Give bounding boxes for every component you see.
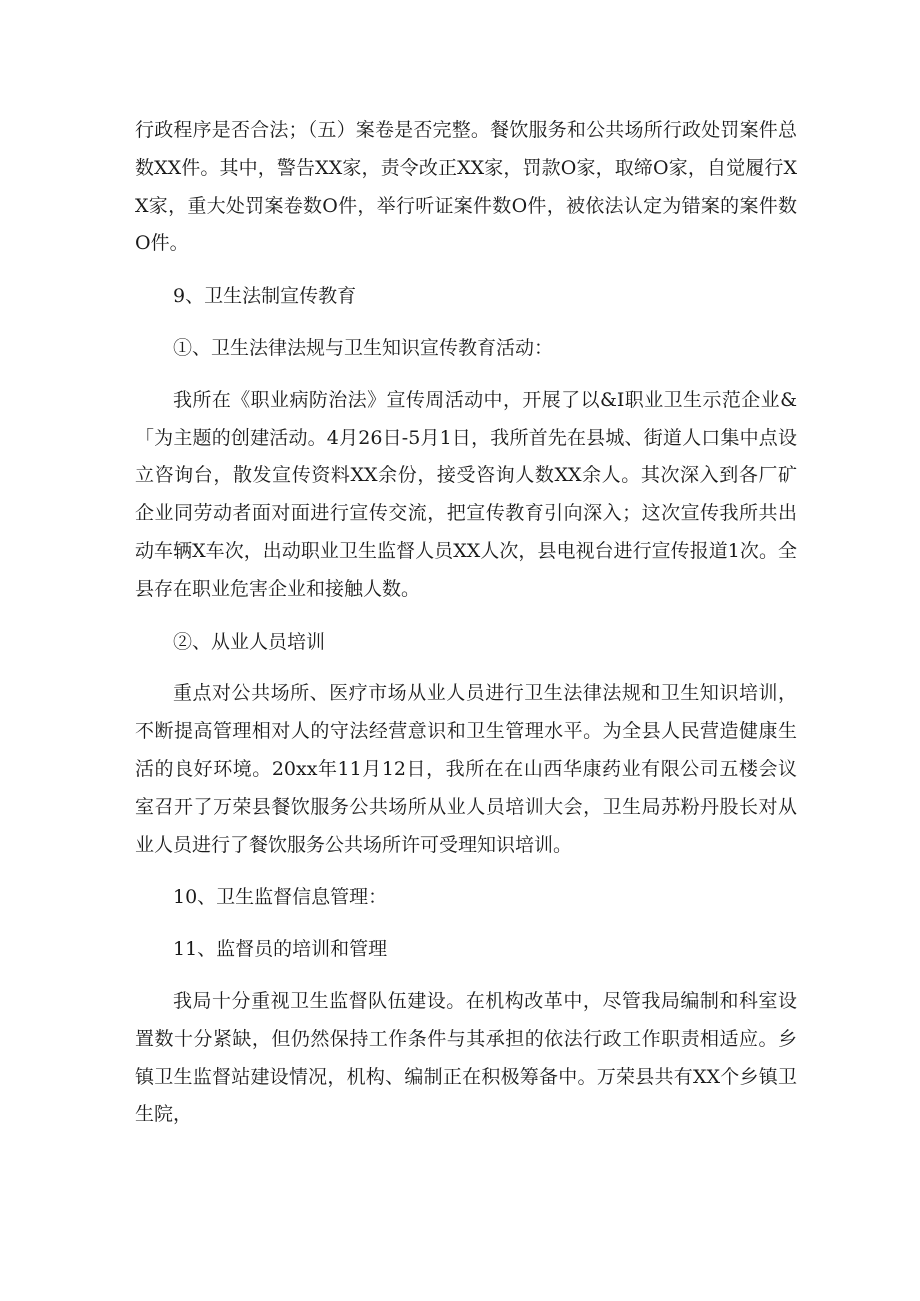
heading-info-management: 10、卫生监督信息管理： [173,886,388,909]
heading-supervisor-training: 11、监督员的培训和管理 [173,938,388,961]
subheading-publicity-activities: ①、卫生法律法规与卫生知识宣传教育活动： [173,336,554,359]
paragraph-occupational-disease-week: 我所在《职业病防治法》宣传周活动中，开展了以&I职业卫生示范企业&「为主题的创建活动。4月26日-5月1日，我所首先在县城、街道人口集中点设立咨询台，散发宣传资料XX余份，接受咨询人数XX余人。其次深入到各厂矿企业同劳动者面对面进行宣传交流，把宣传教育引向深入；这次宣传我所共出动车辆X车次，出动职业卫生监督人员XX人次，县电视台进行宣传报道1次。全县存在职业危害企业和接触人数。 [135,388,797,600]
heading-legal-publicity: 9、卫生法制宣传教育 [173,285,357,308]
paragraph-admin-penalty: 行政程序是否合法；（五）案卷是否完整。餐饮服务和公共场所行政处罚案件总数XX件。其中，警告XX家，责令改正XX家，罚款O家，取缔O家，自觉履行XX家，重大处罚案卷数O件，举行听证案件数O件，被依法认定为错案的案件数O件。 [135,119,797,255]
document-page [135,112,797,1149]
paragraph-staff-training: 重点对公共场所、医疗市场从业人员进行卫生法律法规和卫生知识培训，不断提高管理相对人的守法经营意识和卫生管理水平。为全县人民营造健康生活的良好环境。20xx年11月12日，我所在在山西华康药业有限公司五楼会议室召开了万荣县餐饮服务公共场所从业人员培训大会，卫生局苏粉丹股长对从业人员进行了餐饮服务公共场所许可受理知识培训。 [135,682,797,856]
subheading-staff-training: ②、从业人员培训 [173,630,326,653]
paragraph-supervision-team: 我局十分重视卫生监督队伍建设。在机构改革中，尽管我局编制和科室设置数十分紧缺，但仍然保持工作条件与其承担的依法行政工作职责相适应。乡镇卫生监督站建设情况，机构、编制正在积极筹备中。万荣县共有XX个乡镇卫生院， [135,989,797,1126]
